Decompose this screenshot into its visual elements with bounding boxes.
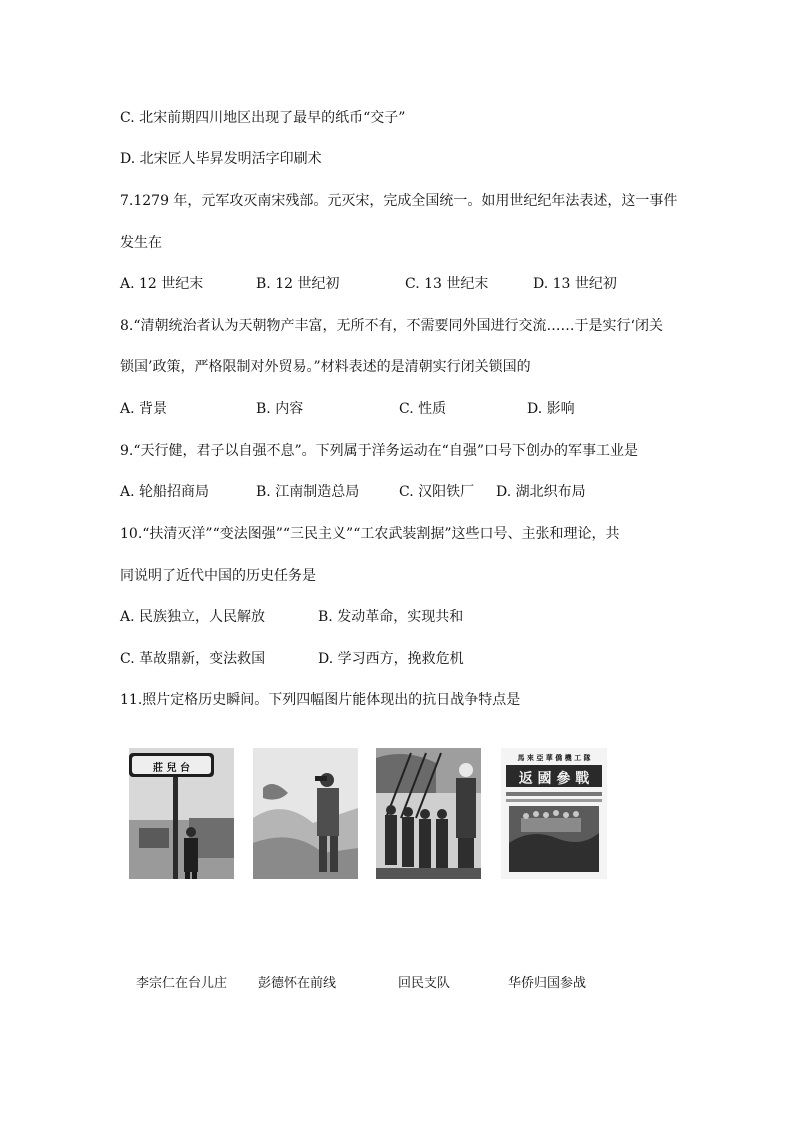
sign-text: 莊 兒 台	[153, 763, 190, 774]
caption-peng-dehuai: 彭德怀在前线	[258, 976, 337, 991]
q9-stem: 9.“天行健，君子以自强不息”。下列属于洋务运动在“自强”口号下创办的军事工业是	[120, 443, 638, 459]
q7-option-b: B. 12 世纪初	[256, 276, 340, 292]
q10-option-c: C. 革故鼎新，变法救国	[120, 651, 266, 667]
q10-option-b: B. 发动革命，实现共和	[318, 609, 464, 625]
q10-stem-line2: 同说明了近代中国的历史任务是	[120, 568, 316, 584]
q7-stem-line1: 7.1279 年，元军攻灭南宋残部。元灭宋，完成全国统一。如用世纪纪年法表述，这一事件	[120, 193, 678, 209]
q9-option-c: C. 汉阳铁厂	[399, 484, 475, 500]
poster-header: 馬 來 亞 華 僑 機 工 隊	[517, 754, 591, 762]
q8-option-a: A. 背景	[120, 401, 168, 417]
q6-option-d: D. 北宋匠人毕昇发明活字印刷术	[120, 151, 322, 167]
q6-option-c: C. 北宋前期四川地区出现了最早的纸币“交子”	[120, 110, 406, 126]
q7-option-d: D. 13 世纪初	[533, 276, 617, 292]
caption-overseas-chinese: 华侨归国参战	[508, 976, 587, 991]
q9-option-d: D. 湖北织布局	[496, 484, 586, 500]
q10-option-a: A. 民族独立，人民解放	[120, 609, 266, 625]
q8-option-d: D. 影响	[527, 401, 575, 417]
q7-stem-line2: 发生在	[120, 235, 162, 251]
caption-li-zongren: 李宗仁在台儿庄	[136, 976, 228, 991]
q8-option-c: C. 性质	[399, 401, 447, 417]
q7-option-a: A. 12 世纪末	[120, 276, 204, 292]
photo-hui-detachment	[376, 748, 481, 879]
q8-option-b: B. 内容	[256, 401, 304, 417]
q7-option-c: C. 13 世纪末	[405, 276, 489, 292]
q10-option-d: D. 学习西方，挽救危机	[318, 651, 464, 667]
q9-option-a: A. 轮船招商局	[120, 484, 210, 500]
photo-overseas-chinese-poster	[501, 748, 607, 879]
q11-stem: 11.照片定格历史瞬间。下列四幅图片能体现出的抗日战争特点是	[120, 692, 521, 708]
photo-peng-dehuai-front	[253, 748, 358, 879]
poster-title: 返 國 參 戰	[518, 771, 590, 787]
q10-stem-line1: 10.“扶清灭洋”“变法图强”“三民主义”“工农武装割据”这些口号、主张和理论，共	[120, 526, 620, 542]
q9-option-b: B. 江南制造总局	[256, 484, 360, 500]
caption-hui-detachment: 回民支队	[398, 976, 451, 991]
q8-stem-line1: 8.“清朝统治者认为天朝物产丰富，无所不有，不需要同外国进行交流……于是实行‘闭关	[120, 318, 663, 334]
photo-li-zongren-taierzhuang	[129, 748, 234, 879]
q8-stem-line2: 锁国’政策，严格限制对外贸易。”材料表述的是清朝实行闭关锁国的	[120, 359, 531, 375]
